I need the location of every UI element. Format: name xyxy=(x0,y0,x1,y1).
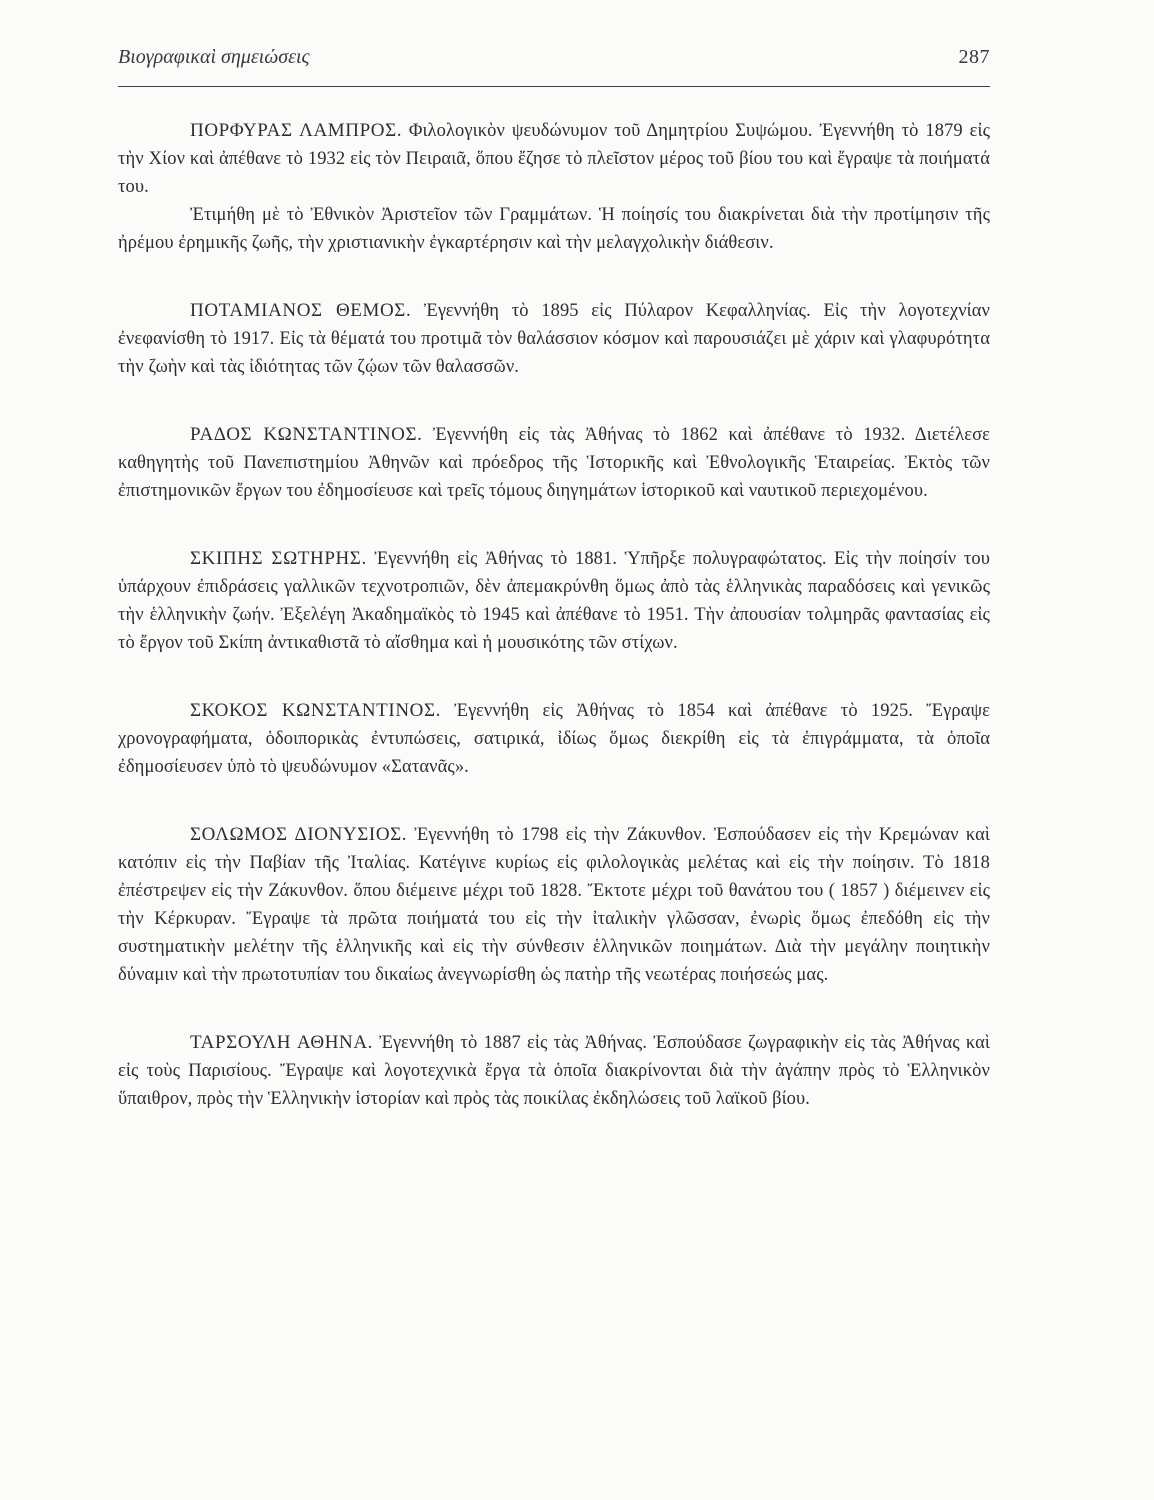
entry-name: ΠΟΤΑΜΙΑΝΟΣ ΘΕΜΟΣ. xyxy=(190,300,412,321)
entry-rados xyxy=(118,421,990,505)
entry-text: Ἐγεννήθη εἰς τὰς Ἀθήνας τὸ 1862 καὶ ἀπέθανε τὸ 1932. Διετέλεσε καθηγητὴς τοῦ Πανεπιστημίου Ἀθηνῶν καὶ πρόεδρος τῆς Ἱστορικῆς καὶ Ἐθνολογικῆς Ἑταιρείας. Ἐκτὸς τῶν ἐπιστημονικῶν ἔργων του ἐδημοσίευσε καὶ τρεῖς τόμους διηγημάτων ἱστορικοῦ καὶ ναυτικοῦ περιεχομένου. xyxy=(118,425,991,501)
entry-text: Φιλολογικὸν ψευδώνυμον τοῦ Δημητρίου Συψώμου. Ἐγεννήθη τὸ 1879 εἰς τὴν Χίον καὶ ἀπέθανε τὸ 1932 εἰς τὸν Πειραιᾶ, ὅπου ἔζησε τὸ πλεῖστον μέρος τοῦ βίου του καὶ ἔγραψε τὰ ποιήματά του. xyxy=(118,121,990,197)
entry-porfyras-continuation xyxy=(118,201,990,257)
entry-text: Ἐγεννήθη εἰς Ἀθήνας τὸ 1854 καὶ ἀπέθανε τὸ 1925. Ἔγραψε χρονογραφήματα, ὁδοιπορικὰς ἐντυπώσεις, σατιρικά, ἰδίως ὅμως διεκρίθη εἰς τὰ ἐπιγράμματα, τὰ ὁποῖα ἐδημοσίευσεν ὑπὸ τὸ ψευδώνυμον «Σατανᾶς». xyxy=(118,701,991,777)
running-header xyxy=(118,46,990,76)
entry-name: ΤΑΡΣΟΥΛΗ ΑΘΗΝΑ. xyxy=(190,1032,374,1053)
entry-name: ΣΟΛΩΜΟΣ ΔΙΟΝΥΣΙΟΣ. xyxy=(190,824,408,845)
entry-text: Ἐγεννήθη τὸ 1887 εἰς τὰς Ἀθήνας. Ἐσπούδασε ζωγραφικὴν εἰς τὰς Ἀθήνας καὶ εἰς τοὺς Παρισίους. Ἔγραψε καὶ λογοτεχνικὰ ἔργα τὰ ὁποῖα διακρίνονται διὰ τὴν ἀγάπην πρὸς τὸ Ἑλληνικὸν ὕπαιθρον, πρὸς τὴν Ἑλληνικὴν ἱστορίαν καὶ πρὸς τὰς ποικίλας ἐκδηλώσεις τοῦ λαϊκοῦ βίου. xyxy=(118,1033,990,1109)
entry-text: Ἐγεννήθη εἰς Ἀθήνας τὸ 1881. Ὑπῆρξε πολυγραφώτατος. Εἰς τὴν ποίησίν του ὑπάρχουν ἐπιδράσεις γαλλικῶν τεχνοτροπιῶν, δὲν ἀπεμακρύνθη ὅμως ἀπὸ τὰς ἑλληνικὰς παραδόσεις καὶ γενικῶς τὴν ἑλληνικὴν ζωήν. Ἐξελέγη Ἀκαδημαϊκὸς τὸ 1945 καὶ ἀπέθανε τὸ 1951. Τὴν ἀπουσίαν τολμηρᾶς φαντασίας εἰς τὸ ἔργον τοῦ Σκίπη ἀντικαθιστᾶ τὸ αἴσθημα καὶ ἡ μουσικότης τῶν στίχων. xyxy=(118,549,990,653)
entry-name: ΣΚΙΠΗΣ ΣΩΤΗΡΗΣ. xyxy=(190,548,367,569)
entry-name: ΣΚΟΚΟΣ ΚΩΝΣΤΑΝΤΙΝΟΣ. xyxy=(190,700,441,721)
page-number: 287 xyxy=(958,46,990,68)
entry-text: Ἐγεννήθη τὸ 1798 εἰς τὴν Ζάκυνθον. Ἐσπούδασεν εἰς τὴν Κρεμώναν καὶ κατόπιν εἰς τὴν Παβίαν τῆς Ἰταλίας. Κατέγινε κυρίως εἰς φιλολογικὰς μελέτας καὶ εἰς τὴν ποίησιν. Τὸ 1818 ἐπέστρεψεν εἰς τὴν Ζάκυνθον. ὅπου διέμεινε μέχρι τοῦ 1828. Ἔκτοτε μέχρι τοῦ θανάτου του ( 1857 ) διέμεινεν εἰς τὴν Κέρκυραν. Ἔγραψε τὰ πρῶτα ποιήματά του εἰς τὴν ἰταλικὴν γλῶσσαν, ἐνωρὶς ὅμως ἐπεδόθη εἰς τὴν συστηματικὴν μελέτην τῆς ἑλληνικῆς καὶ εἰς τὴν σύνθεσιν ἑλληνικῶν ποιημάτων. Διὰ τὴν μεγάλην ποιητικὴν δύναμιν καὶ τὴν πρωτοτυπίαν του δικαίως ἀνεγνωρίσθη ὡς πατὴρ τῆς νεωτέρας ποιήσεώς μας. xyxy=(118,825,990,985)
entry-skokos xyxy=(118,697,990,781)
entry-text: Ἐτιμήθη μὲ τὸ Ἐθνικὸν Ἀριστεῖον τῶν Γραμμάτων. Ἡ ποίησίς του διακρίνεται διὰ τὴν προτίμησιν τῆς ἠρέμου ἐρημικῆς ζωῆς, τὴν χριστιανικὴν ἐγκαρτέρησιν καὶ τὴν μελαγχολικὴν διάθεσιν. xyxy=(118,205,990,253)
entry-name: ΠΟΡΦΥΡΑΣ ΛΑΜΠΡΟΣ. xyxy=(190,120,403,141)
entry-porfyras xyxy=(118,117,990,201)
entry-tarsouli xyxy=(118,1029,990,1113)
running-title: Βιογραφικαὶ σημειώσεις xyxy=(118,46,310,68)
biography-entries xyxy=(118,117,990,1153)
entry-skipis xyxy=(118,545,990,657)
entry-text: Ἐγεννήθη τὸ 1895 εἰς Πύλαρον Κεφαλληνίας. Εἰς τὴν λογοτεχνίαν ἐνεφανίσθη τὸ 1917. Εἰς τὰ θέματά του προτιμᾶ τὸν θαλάσσιον κόσμον καὶ παρουσιάζει μὲ χάριν καὶ γλαφυρότητα τὴν ζωὴν καὶ τὰς ἰδιότητας τῶν ζῴων τῶν θαλασσῶν. xyxy=(118,301,991,377)
entry-name: ΡΑΔΟΣ ΚΩΝΣΤΑΝΤΙΝΟΣ. xyxy=(190,424,423,445)
header-rule xyxy=(118,86,990,87)
entry-solomos xyxy=(118,821,990,989)
entry-potamianos xyxy=(118,297,990,381)
